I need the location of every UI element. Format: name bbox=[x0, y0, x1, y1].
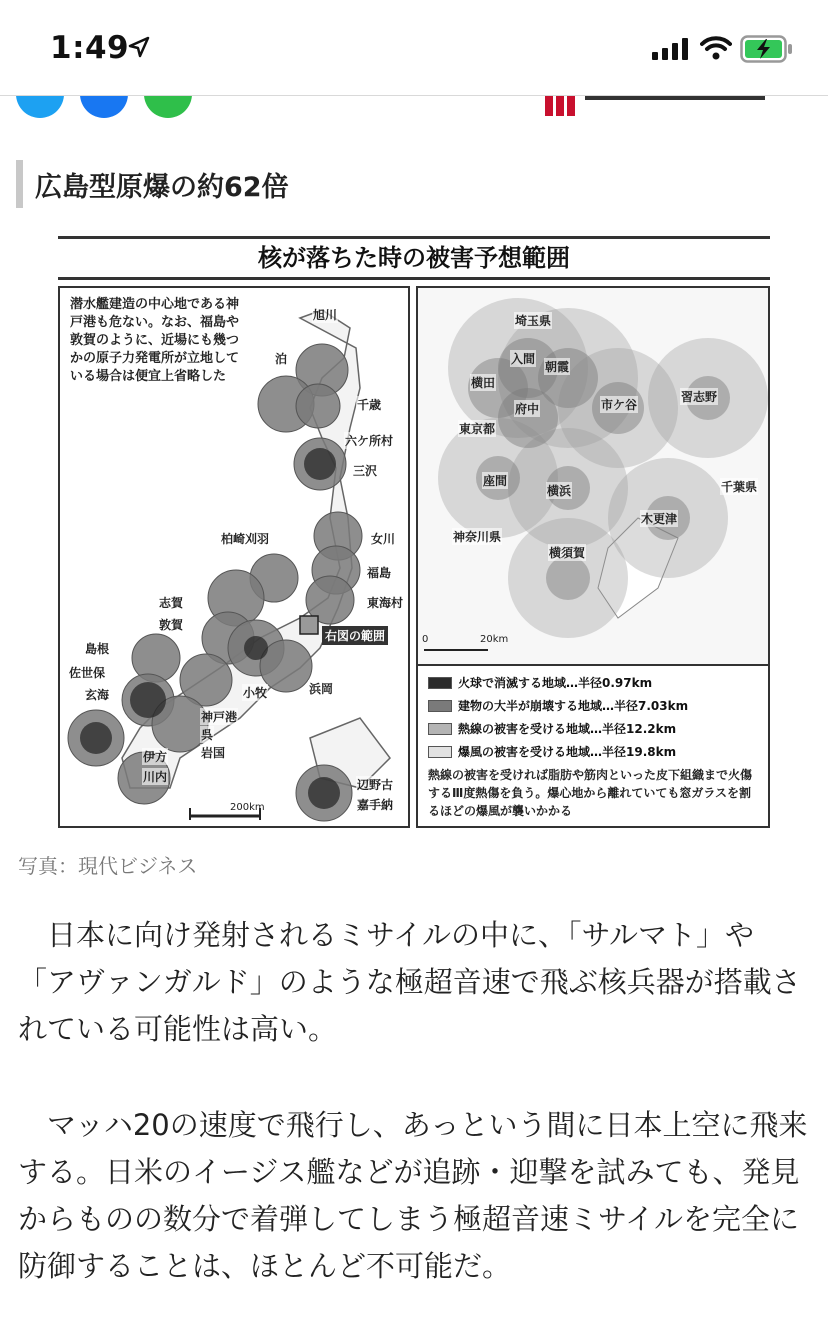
map-label: 府中 bbox=[515, 402, 540, 416]
map-label: 東海村 bbox=[367, 596, 404, 610]
map-label: 市ケ谷 bbox=[601, 398, 638, 412]
japan-map-panel bbox=[58, 286, 410, 828]
map-label: 泊 bbox=[275, 352, 288, 366]
map-label: 島根 bbox=[85, 642, 110, 656]
status-bar bbox=[0, 0, 828, 96]
map-label: 旭川 bbox=[313, 308, 338, 322]
legend-item bbox=[428, 674, 652, 691]
paragraph-text: マッハ20の速度で飛行し、あっという間に日本上空に飛来する。日米のイージス艦などが追跡・迎撃を試みても、発見からものの数分で着弾してしまう極超音速ミサイルを完全に防御することは、ほとんど不可能だ。 bbox=[18, 1108, 808, 1283]
article-paragraph bbox=[18, 1102, 810, 1290]
map-label: 女川 bbox=[371, 532, 396, 546]
map-label: 習志野 bbox=[681, 390, 718, 404]
photo-caption: 写真：現代ビジネス bbox=[18, 854, 198, 878]
map-label: 横浜 bbox=[547, 484, 572, 498]
map-label: 柏崎刈羽 bbox=[221, 532, 270, 546]
map-label: 川内 bbox=[143, 770, 168, 784]
legend-swatch bbox=[428, 700, 452, 712]
map-label: 木更津 bbox=[641, 512, 678, 526]
map-label: 敦賀 bbox=[159, 618, 184, 632]
paragraph-text: 日本に向け発射されるミサイルの中に、「サルマト」や「アヴァンガルド」のような極超音速で飛ぶ核兵器が搭載されている可能性は高い。 bbox=[18, 918, 801, 1046]
map-label: 六ケ所村 bbox=[345, 434, 394, 448]
map-label: 岩国 bbox=[201, 746, 226, 760]
tokyo-map-panel bbox=[416, 286, 770, 828]
left-scale-label: 200km bbox=[230, 802, 265, 813]
legend-note: 熱線の被害を受ければ脂肪や筋肉といった皮下組織まで火傷するⅢ度熱傷を負う。爆心地から離れていても窓ガラスを割るほどの爆風が襲いかかる bbox=[428, 768, 753, 818]
map-label: 小牧 bbox=[243, 686, 268, 700]
damage-map-figure[interactable] bbox=[52, 230, 776, 834]
map-label: 埼玉県 bbox=[515, 314, 552, 328]
map-label: 浜岡 bbox=[309, 682, 334, 696]
article-paragraph bbox=[18, 912, 810, 1053]
legend-swatch bbox=[428, 723, 452, 735]
figure-title: 核が落ちた時の被害予想範囲 bbox=[58, 236, 770, 280]
map-label: 入間 bbox=[511, 352, 536, 366]
section-heading: 広島型原爆の約62倍 bbox=[16, 160, 289, 208]
legend-swatch bbox=[428, 746, 452, 758]
right-scale-label: 20km bbox=[480, 634, 509, 645]
legend bbox=[418, 664, 768, 828]
right-scale-zero: 0 bbox=[422, 634, 429, 645]
map-note: 潜水艦建造の中心地である神戸港も危ない。なお、福島や敦賀のように、近場にも幾つかの原子力発電所が立地している場合は便宜上省略した bbox=[70, 297, 240, 384]
map-label: 伊方 bbox=[143, 750, 168, 764]
legend-item bbox=[428, 720, 676, 737]
legend-label: 爆風の被害を受ける地域…半径19.8km bbox=[458, 745, 677, 759]
map-label: 朝霞 bbox=[545, 360, 570, 374]
status-time: 1:49 bbox=[50, 30, 130, 66]
tokyo-map-graphic bbox=[418, 288, 770, 664]
map-label: 福島 bbox=[367, 566, 392, 580]
range-label: 右図の範囲 bbox=[322, 626, 388, 645]
wifi-icon bbox=[700, 36, 732, 60]
location-arrow-icon bbox=[128, 36, 150, 58]
cellular-signal-icon bbox=[652, 38, 690, 60]
battery-charging-icon bbox=[740, 35, 794, 63]
map-label: 志賀 bbox=[159, 596, 184, 610]
map-label: 座間 bbox=[483, 474, 508, 488]
legend-label: 建物の大半が崩壊する地域…半径7.03km bbox=[458, 699, 689, 713]
map-label: 嘉手納 bbox=[357, 798, 394, 812]
map-label: 三沢 bbox=[353, 464, 378, 478]
map-label: 横須賀 bbox=[549, 546, 586, 560]
map-label: 玄海 bbox=[85, 688, 110, 702]
map-label: 佐世保 bbox=[69, 666, 106, 680]
map-label: 辺野古 bbox=[357, 778, 394, 792]
map-label: 横田 bbox=[471, 376, 496, 390]
map-label: 千葉県 bbox=[721, 480, 758, 494]
map-label: 千歳 bbox=[357, 398, 382, 412]
map-label: 神奈川県 bbox=[453, 530, 502, 544]
legend-item bbox=[428, 697, 688, 714]
map-label: 呉 bbox=[201, 728, 214, 742]
legend-item bbox=[428, 743, 676, 760]
legend-label: 熱線の被害を受ける地域…半径12.2km bbox=[458, 722, 677, 736]
map-label: 東京都 bbox=[459, 422, 496, 436]
legend-swatch bbox=[428, 677, 452, 689]
map-label: 神戸港 bbox=[201, 710, 238, 724]
legend-label: 火球で消滅する地域…半径0.97km bbox=[458, 676, 653, 690]
